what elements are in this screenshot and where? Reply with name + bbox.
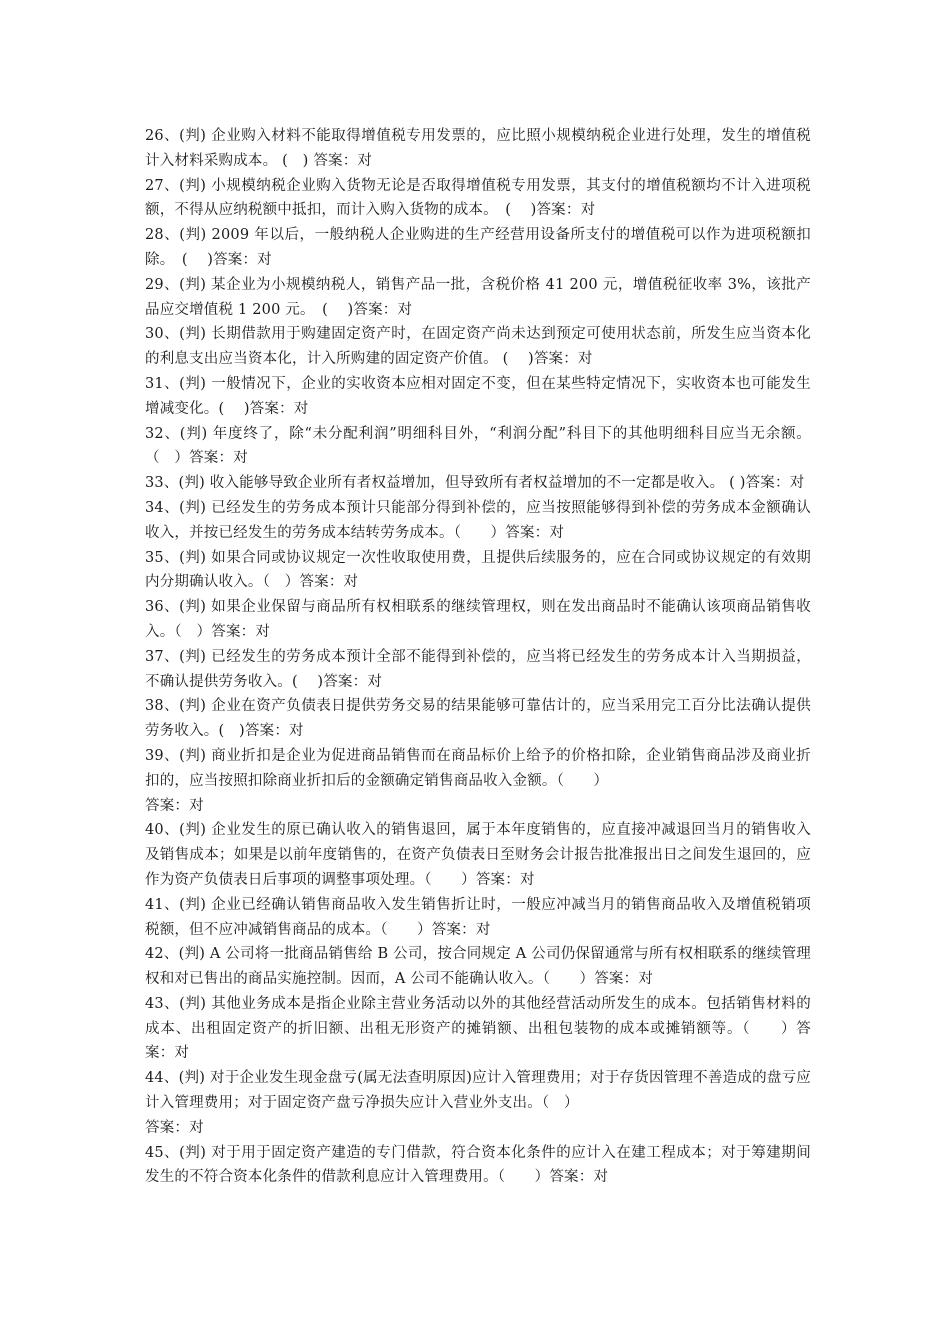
- question-40: 40、(判) 企业发生的原已确认收入的销售退回，属于本年度销售的，应直接冲减退回当月的销售收入及销售成本；如果是以前年度销售的，在资产负债表日至财务会计报告批准报出日之间发生退回的，应作为资产负债表日后事项的调整事项处理。（ ）答案：对: [145, 822, 811, 888]
- question-37: 37、(判) 已经发生的劳务成本预计全部不能得到补偿的，应当将已经发生的劳务成本计入当期损益，不确认提供劳务收入。( )答案：对: [145, 648, 811, 690]
- question-35: 35、(判) 如果合同或协议规定一次性收取使用费，且提供后续服务的，应在合同或协议规定的有效期内分期确认收入。（ ）答案：对: [145, 549, 811, 591]
- question-26: 26、(判) 企业购入材料不能取得增值税专用发票的，应比照小规模纳税企业进行处理，发生的增值税计入材料采购成本。 ( ) 答案：对: [145, 128, 811, 169]
- document-body: [145, 124, 811, 1190]
- question-30: 30、(判) 长期借款用于购建固定资产时，在固定资产尚未达到预定可使用状态前，所发生应当资本化的利息支出应当资本化，计入所购建的固定资产价值。 ( )答案：对: [145, 326, 811, 368]
- question-39: 39、(判) 商业折扣是企业为促进商品销售而在商品标价上给予的价格扣除，企业销售商品涉及商业折扣的，应当按照扣除商业折扣后的金额确定销售商品收入金额。（ ） 答案：对: [145, 747, 811, 814]
- question-28: 28、(判) 2009 年以后，一般纳税人企业购进的生产经营用设备所支付的增值税可以作为进项税额扣除。 ( )答案：对: [145, 227, 811, 268]
- question-34: 34、(判) 已经发生的劳务成本预计只能部分得到补偿的，应当按照能够得到补偿的劳务成本金额确认收入，并按已经发生的劳务成本结转劳务成本。（ ）答案：对: [145, 499, 811, 541]
- question-44: 44、(判) 对于企业发生现金盘亏(属无法查明原因)应计入管理费用；对于存货因管理不善造成的盘亏应计入管理费用；对于固定资产盘亏净损失应计入营业外支出。（ ） 答案：对: [145, 1070, 811, 1136]
- question-38: 38、(判) 企业在资产负债表日提供劳务交易的结果能够可靠估计的，应当采用完工百分比法确认提供劳务收入。( )答案：对: [145, 698, 811, 740]
- question-36: 36、(判) 如果企业保留与商品所有权相联系的继续管理权，则在发出商品时不能确认该项商品销售收入。（ ）答案：对: [145, 599, 811, 640]
- question-31: 31、(判) 一般情况下，企业的实收资本应相对固定不变，但在某些特定情况下，实收资本也可能发生增减变化。( )答案：对: [145, 375, 811, 417]
- question-41: 41、(判) 企业已经确认销售商品收入发生销售折让时，一般应冲减当月的销售商品收入及增值税销项税额，但不应冲减销售商品的成本。（ ）答案：对: [145, 896, 811, 938]
- question-43: 43、(判) 其他业务成本是指企业除主营业务活动以外的其他经营活动所发生的成本。包括销售材料的成本、出租固定资产的折旧额、出租无形资产的摊销额、出租包装物的成本或摊销额等。（ ）答案：对: [145, 995, 811, 1062]
- question-42: 42、(判) A 公司将一批商品销售给 B 公司，按合同规定 A 公司仍保留通常与所有权相联系的继续管理权和对已售出的商品实施控制。因而，A 公司不能确认收入。（ ）答案：对: [145, 946, 811, 988]
- question-45: 45、(判) 对于用于固定资产建造的专门借款，符合资本化条件的应计入在建工程成本；对于筹建期间发生的不符合资本化条件的借款利息应计入管理费用。（ ）答案：对: [145, 1144, 811, 1186]
- question-29: 29、(判) 某企业为小规模纳税人，销售产品一批，含税价格 41 200 元，增值税征收率 3%，该批产品应交增值税 1 200 元。 ( )答案：对: [145, 276, 811, 318]
- question-33: 33、(判) 收入能够导致企业所有者权益增加，但导致所有者权益增加的不一定都是收入。 ( )答案：对: [145, 475, 805, 492]
- question-32: 32、(判) 年度终了，除“未分配利润”明细科目外，“利润分配”科目下的其他明细科目应当无余额。（ ）答案：对: [145, 425, 811, 467]
- question-27: 27、(判) 小规模纳税企业购入货物无论是否取得增值税专用发票，其支付的增值税额均不计入进项税额，不得从应纳税额中抵扣，而计入购入货物的成本。 ( )答案：对: [145, 177, 811, 219]
